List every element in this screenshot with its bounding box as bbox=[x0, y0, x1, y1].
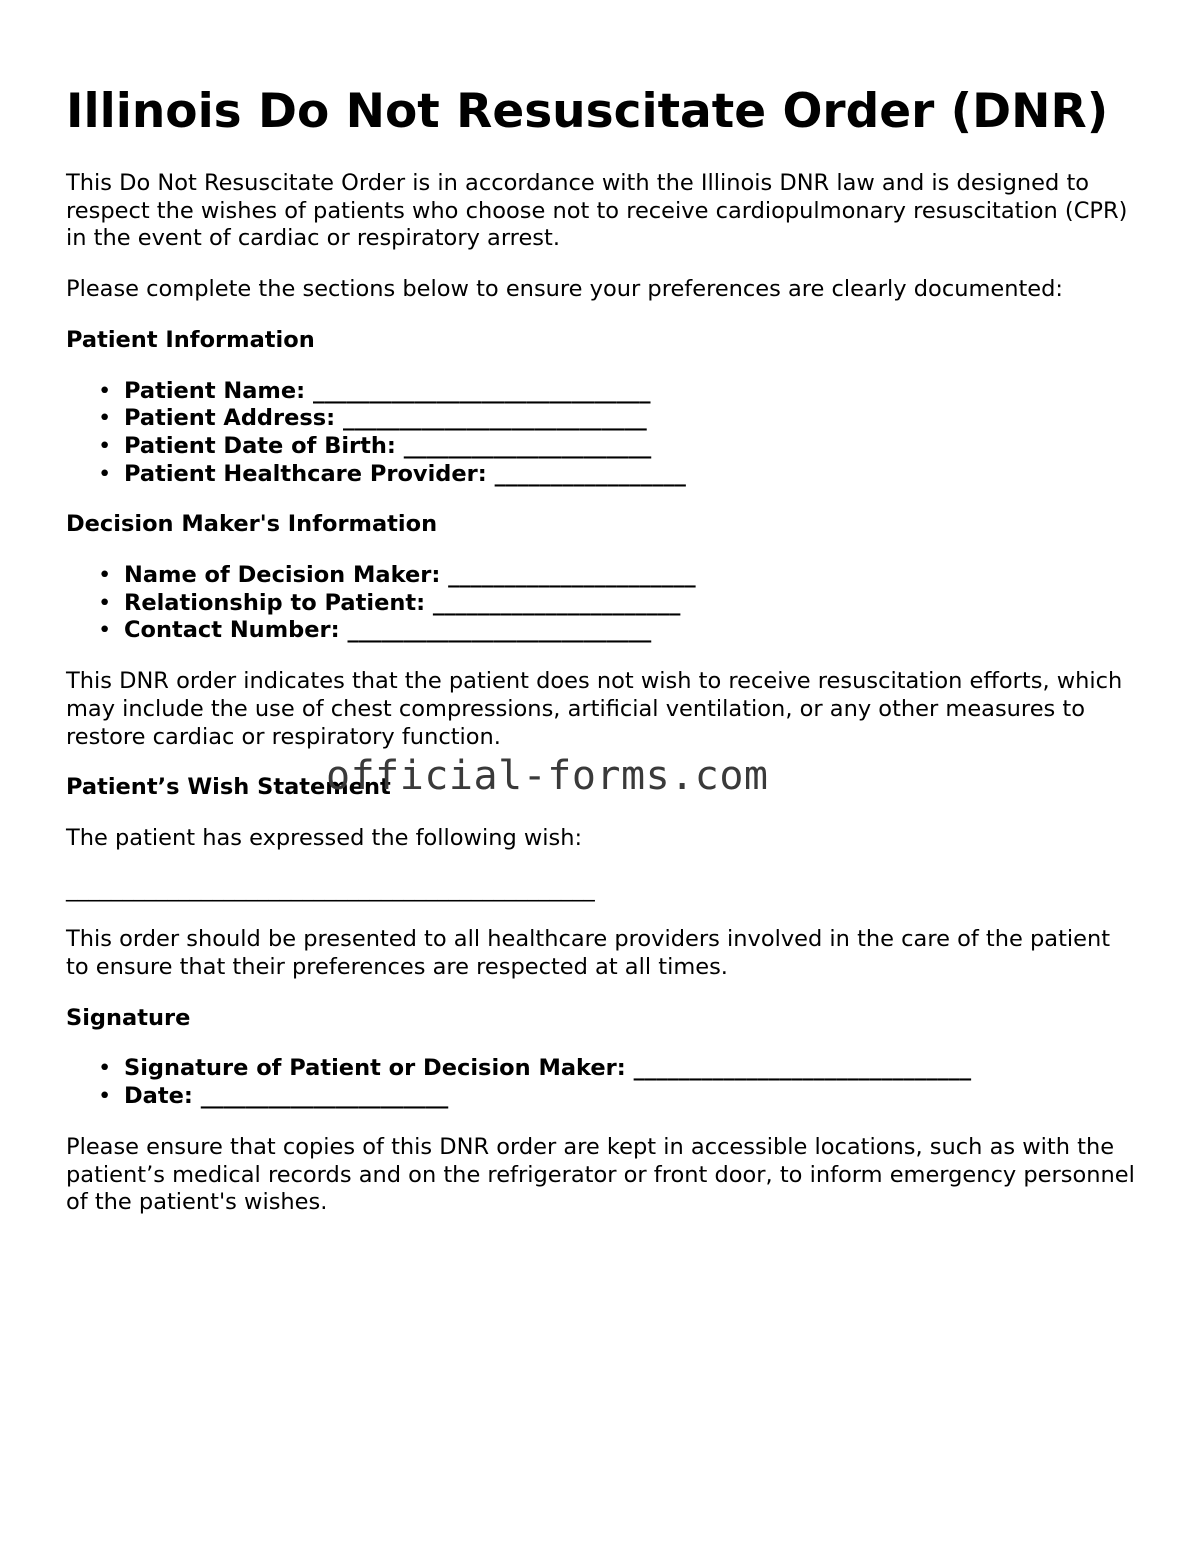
bullet-icon: • bbox=[98, 405, 112, 432]
decision-maker-name-field[interactable]: • Name of Decision Maker: ______________________ bbox=[98, 562, 696, 589]
wish-intro-paragraph: The patient has expressed the following wish: bbox=[66, 824, 583, 851]
patient-dob-field[interactable]: • Patient Date of Birth: ______________________ bbox=[98, 432, 652, 459]
bullet-icon: • bbox=[98, 1083, 112, 1110]
relationship-field[interactable]: • Relationship to Patient: ______________________ bbox=[98, 589, 681, 616]
bullet-icon: • bbox=[98, 562, 112, 589]
patient-info-list bbox=[66, 378, 1136, 489]
presentation-paragraph: This order should be presented to all healthcare providers involved in the care of the patient to ensure that their preferences are respected at all times. bbox=[66, 926, 1111, 981]
patient-provider-field[interactable]: • Patient Healthcare Provider: _________________ bbox=[98, 460, 686, 487]
signature-heading: Signature bbox=[66, 1004, 191, 1031]
wish-statement-heading: Patient’s Wish Statement bbox=[66, 774, 391, 801]
bullet-icon: • bbox=[98, 460, 112, 487]
bullet-icon: • bbox=[98, 1055, 112, 1082]
bullet-icon: • bbox=[98, 617, 112, 644]
decision-maker-heading: Decision Maker's Information bbox=[66, 511, 438, 538]
contact-number-field[interactable]: • Contact Number: ___________________________ bbox=[98, 617, 652, 644]
bullet-icon: • bbox=[98, 377, 112, 404]
patient-info-heading: Patient Information bbox=[66, 326, 315, 353]
patient-address-field[interactable]: • Patient Address: ___________________________ bbox=[98, 405, 647, 432]
document-page bbox=[66, 78, 1136, 1240]
bullet-icon: • bbox=[98, 589, 112, 616]
watermark: official-forms.com bbox=[326, 753, 769, 799]
bullet-icon: • bbox=[98, 432, 112, 459]
copies-note-paragraph: Please ensure that copies of this DNR order are kept in accessible locations, such as with the patient’s medical records and on the refrigerator or front door, to inform emergency personnel of the patient's wishes. bbox=[66, 1133, 1135, 1216]
patient-name-field[interactable]: • Patient Name: ______________________________ bbox=[98, 377, 651, 404]
instructions-paragraph: Please complete the sections below to ensure your preferences are clearly documented: bbox=[66, 276, 1063, 303]
signature-field[interactable]: • Signature of Patient or Decision Maker: ______________________________ bbox=[98, 1055, 972, 1082]
date-field[interactable]: • Date: ______________________ bbox=[98, 1083, 449, 1110]
dnr-statement-paragraph: This DNR order indicates that the patient does not wish to receive resuscitation efforts, which may include the use of chest compressions, artificial ventilation, or any other measures to restore cardiac or respiratory function. bbox=[66, 668, 1123, 750]
decision-maker-list bbox=[66, 562, 1136, 645]
intro-paragraph: This Do Not Resuscitate Order is in accordance with the Illinois DNR law and is designed to respect the wishes of patients who choose not to receive cardiopulmonary resuscitation (CPR) in the event of cardiac or respiratory arrest. bbox=[66, 170, 1128, 252]
signature-list bbox=[66, 1055, 1136, 1110]
page-title: Illinois Do Not Resuscitate Order (DNR) bbox=[66, 84, 1109, 139]
wish-blank-field[interactable]: _______________________________________________ bbox=[66, 875, 595, 902]
